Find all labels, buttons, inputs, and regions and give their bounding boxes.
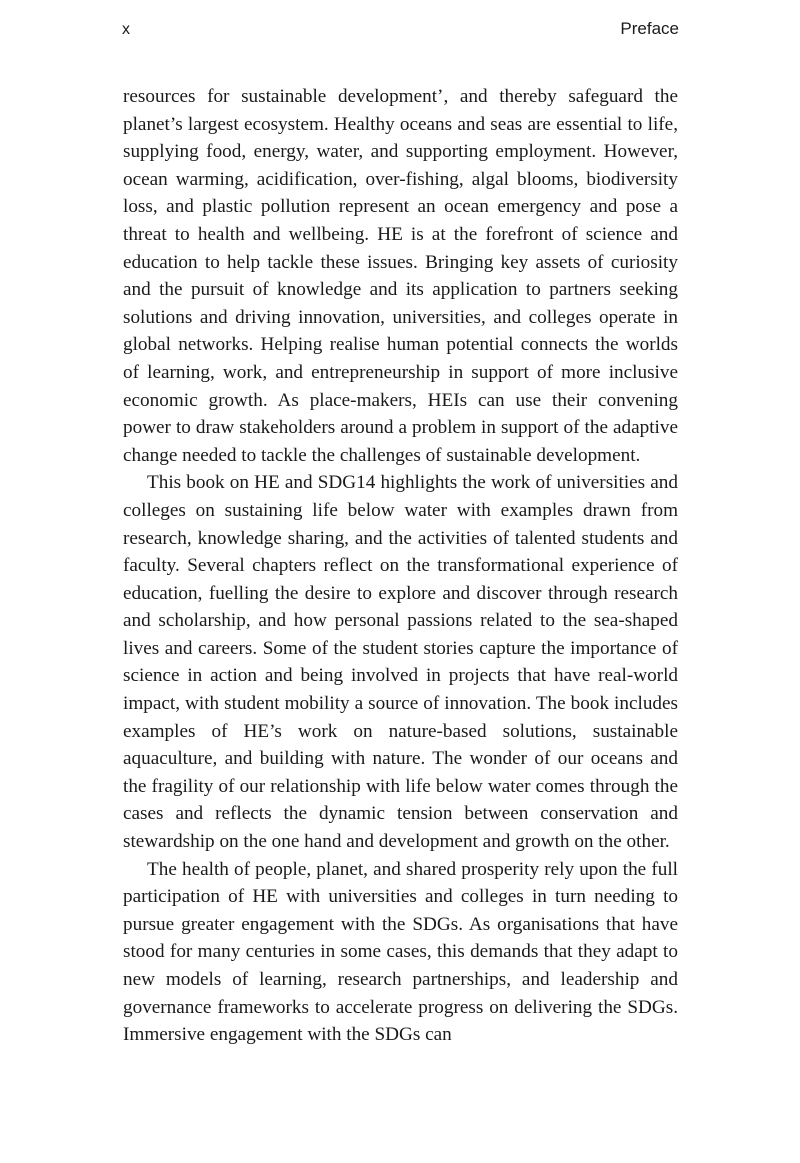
running-head: Preface — [620, 19, 679, 38]
paragraph: The health of people, planet, and shared prosperity rely upon the full participation of HE with universities and colleges in turn needing to pursue greater engagement with the SDGs. As organisations that have stood for many centuries in some cases, this demands that they adapt to new models of learning, research partnerships, and leadership and governance frameworks to accelerate progress on delivering the SDGs. Immersive engagement with the SDGs can — [123, 858, 678, 1046]
body-text — [123, 83, 678, 1049]
page-number: x — [122, 21, 130, 38]
paragraph: This book on HE and SDG14 highlights the work of universities and colleges on sustaining life below water with examples drawn from research, knowledge sharing, and the activities of talented students and faculty. Several chapters reflect on the transformational experience of education, fuelling the desire to explore and discover through research and scholarship, and how personal passions related to the sea-shaped lives and careers. Some of the student stories capture the importance of science in action and being involved in projects that have real-world impact, with student mobility a source of innovation. The book includes examples of HE’s work on nature-based solutions, sustainable aquaculture, and building with nature. The wonder of our oceans and the fragility of our relationship with life below water comes through the cases and reflects the dynamic tension between conservation and stewardship on the one hand and development and growth on the other. — [123, 472, 678, 853]
paragraph: resources for sustainable development’, and thereby safeguard the planet’s largest ecosystem. Healthy oceans and seas are essential to life, supplying food, energy, water, and supporting employment. However, ocean warming, acidification, over-fishing, algal blooms, biodiversity loss, and plastic pollution represent an ocean emergency and pose a threat to health and wellbeing. HE is at the forefront of science and education to help tackle these issues. Bringing key assets of curiosity and the pursuit of knowledge and its application to partners seeking solutions and driving innovation, universities, and colleges operate in global networks. Helping realise human potential connects the worlds of learning, work, and entrepreneurship in support of more inclusive economic growth. As place-makers, HEIs can use their convening power to draw stakeholders around a problem in support of the adaptive change needed to tackle the challenges of sustainable development. — [123, 86, 678, 466]
